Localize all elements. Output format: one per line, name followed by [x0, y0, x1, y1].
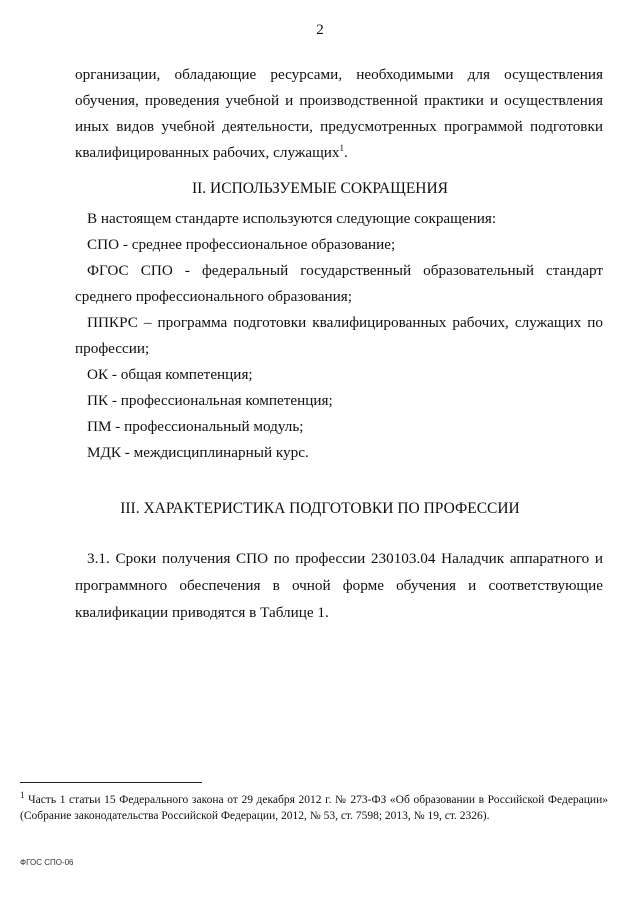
section-3-heading: III. ХАРАКТЕРИСТИКА ПОДГОТОВКИ ПО ПРОФЕССИИ	[120, 500, 520, 517]
abbreviation-item: ФГОС СПО - федеральный государственный образовательный стандарт среднего профессионального образования;	[75, 262, 603, 305]
abbreviation-item: МДК - междисциплинарный курс.	[87, 444, 309, 461]
section-3-paragraph: 3.1. Сроки получения СПО по профессии 230103.04 Наладчик аппаратного и программного обеспечения в очной форме обучения и соответствующие квалификации приводятся в Таблице 1.	[75, 550, 603, 621]
abbreviation-item: ПК - профессиональная компетенция;	[87, 392, 333, 409]
footnote-reference: 1	[339, 142, 344, 153]
footnote	[20, 792, 608, 824]
footnote-text: Часть 1 статьи 15 Федерального закона от 29 декабря 2012 г. № 273-ФЗ «Об образовании в Российской Федерации» (Собрание законодательства Российской Федерации, 2012, № 53, ст. 7598; 2013, № 19, ст. 2326).	[20, 794, 608, 822]
abbreviations-list	[75, 206, 603, 466]
intro-text: организации, обладающие ресурсами, необходимыми для осуществления обучения, проведения учебной и производственной практики и осуществления иных видов учебной деятельности, предусмотренных программой подготовки квалифицированных рабочих, служащих	[75, 66, 603, 161]
footnote-separator	[20, 782, 202, 783]
footnote-mark: 1	[20, 790, 25, 801]
footer-code: ФГОС СПО-06	[20, 858, 74, 867]
abbreviation-item: ОК - общая компетенция;	[87, 366, 253, 383]
intro-paragraph	[75, 62, 603, 166]
abbreviations-lead: В настоящем стандарте используются следующие сокращения:	[87, 210, 497, 227]
abbreviation-item: ПМ - профессиональный модуль;	[87, 418, 304, 435]
abbreviation-item: ППКРС – программа подготовки квалифицированных рабочих, служащих по профессии;	[75, 314, 603, 357]
section-2-heading: II. ИСПОЛЬЗУЕМЫЕ СОКРАЩЕНИЯ	[191, 180, 449, 197]
page-number: 2	[316, 22, 324, 38]
intro-end: .	[343, 144, 348, 161]
abbreviation-item: СПО - среднее профессиональное образование;	[87, 236, 396, 253]
